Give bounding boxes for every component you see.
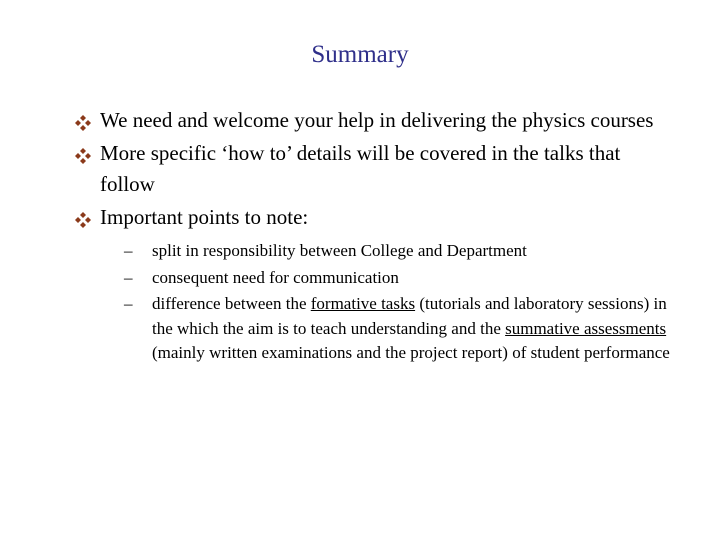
diamond-bullet-icon bbox=[74, 147, 92, 165]
formative-tasks-term: formative tasks bbox=[310, 294, 416, 313]
subbullet-list bbox=[124, 239, 674, 366]
dash-bullet: – bbox=[124, 294, 133, 313]
diamond-bullet-icon bbox=[74, 114, 92, 132]
bullet-list bbox=[74, 105, 674, 368]
bullet-text: More specific ‘how to’ details will be covered in the talks that follow bbox=[100, 140, 621, 196]
dash-bullet: – bbox=[124, 241, 133, 260]
subbullet-text-prefix: difference between the bbox=[152, 294, 311, 313]
diamond-bullet-icon bbox=[74, 211, 92, 229]
slide-title: Summary bbox=[311, 41, 409, 68]
bullet-item bbox=[74, 202, 674, 366]
subbullet-text-suffix: (mainly written examinations and the project report) of student performance bbox=[152, 343, 670, 362]
dash-bullet: – bbox=[124, 267, 133, 287]
subbullet-item bbox=[124, 266, 674, 291]
bullet-item bbox=[74, 105, 674, 137]
subbullet-text: split in responsibility between College and Department bbox=[152, 241, 527, 260]
bullet-item bbox=[74, 138, 674, 201]
bullet-text: We need and welcome your help in delivering the physics courses bbox=[100, 108, 654, 132]
subbullet-text bbox=[152, 294, 670, 362]
bullet-text: Important points to note: bbox=[100, 204, 309, 229]
summative-assessments-term: summative assessments bbox=[505, 318, 667, 338]
subbullet-item bbox=[124, 239, 674, 264]
subbullet-text-middle: (tutorials and laboratory sessions) in the which the aim is to teach understanding and the bbox=[152, 294, 667, 338]
subbullet-item bbox=[124, 292, 674, 366]
subbullet-text: consequent need for communication bbox=[152, 267, 399, 287]
